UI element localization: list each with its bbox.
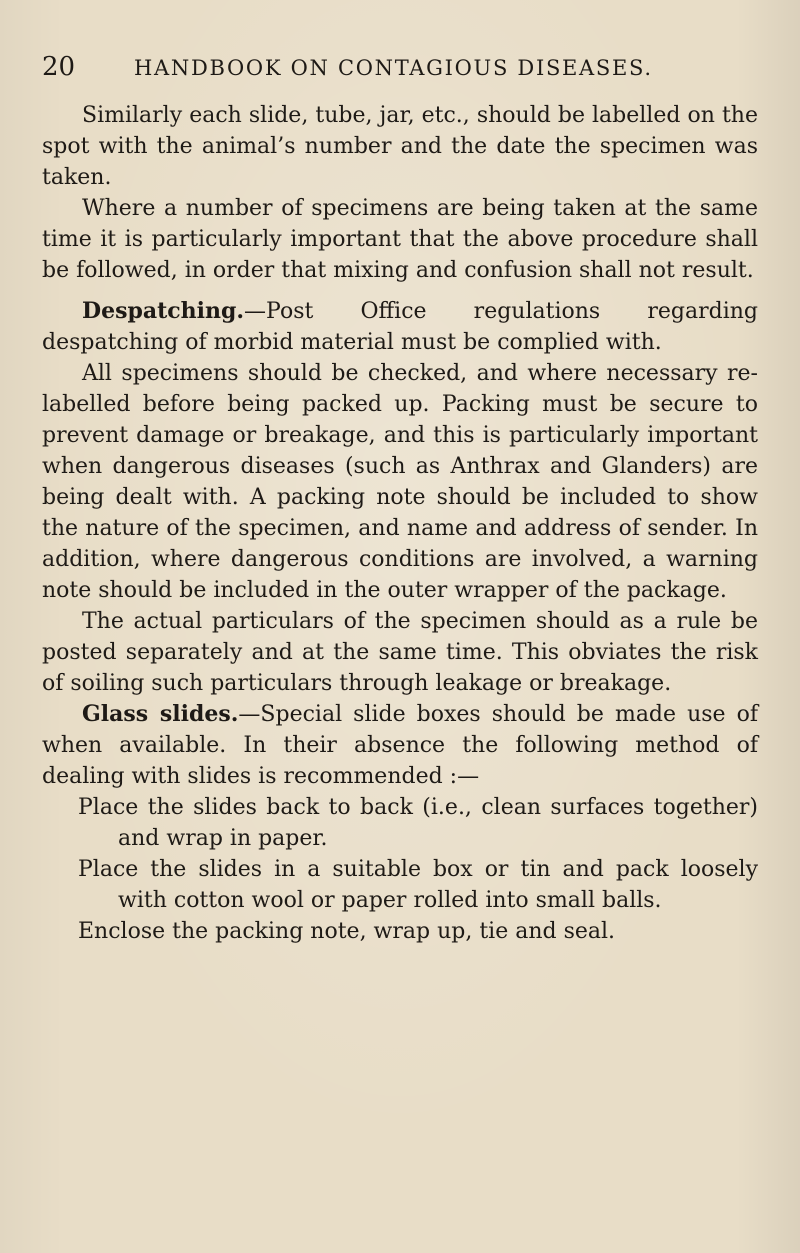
despatching-heading: Despatching. [82, 298, 245, 324]
page-header [42, 52, 758, 90]
list-item: Enclose the packing note, wrap up, tie and seal. [78, 919, 616, 944]
paragraph-labelling: Similarly each slide, tube, jar, etc., should be labelled on the spot with the animal’s number and the date the specimen was taken. [42, 103, 758, 190]
page-content [42, 100, 758, 947]
glass-slides-heading: Glass slides. [82, 701, 239, 727]
paragraph-particulars: The actual particulars of the specimen should as a rule be posted separately and at the same time. This obviates the risk of soiling such particulars through leakage or breakage. [42, 609, 758, 696]
running-title: HANDBOOK ON CONTAGIOUS DISEASES. [134, 56, 653, 80]
list-item: Place the slides back to back (i.e., clean surfaces together) and wrap in paper. [78, 795, 758, 851]
page-number: 20 [42, 52, 76, 82]
paragraph-multiple-specimens: Where a number of specimens are being taken at the same time it is particularly important that the above procedure shall be followed, in order that mixing and confusion shall not result. [42, 196, 758, 283]
despatching-text: —Post Office regulations regarding despatching of morbid material must be complied with. [42, 299, 758, 355]
list-item: Place the slides in a suitable box or tin and pack loosely with cotton wool or paper rolled into small balls. [78, 857, 758, 913]
paragraph-despatching [42, 296, 758, 358]
paragraph-glass-slides [42, 699, 758, 792]
slide-packing-steps [42, 792, 758, 947]
glass-slides-text: —Special slide boxes should be made use of when available. In their absence the following method of dealing with slides is recommended :— [42, 702, 759, 789]
paragraph-checking-packing: All specimens should be checked, and where necessary re-labelled before being packed up. Packing must be secure to prevent damage or breakage, and this is particularly important when dangerous diseases (such as Anthrax and Glanders) are being dealt with. A packing note should be included to show the nature of the specimen, and name and address of sender. In addition, where dangerous conditions are involved, a warning note should be included in the outer wrapper of the package. [42, 361, 758, 603]
